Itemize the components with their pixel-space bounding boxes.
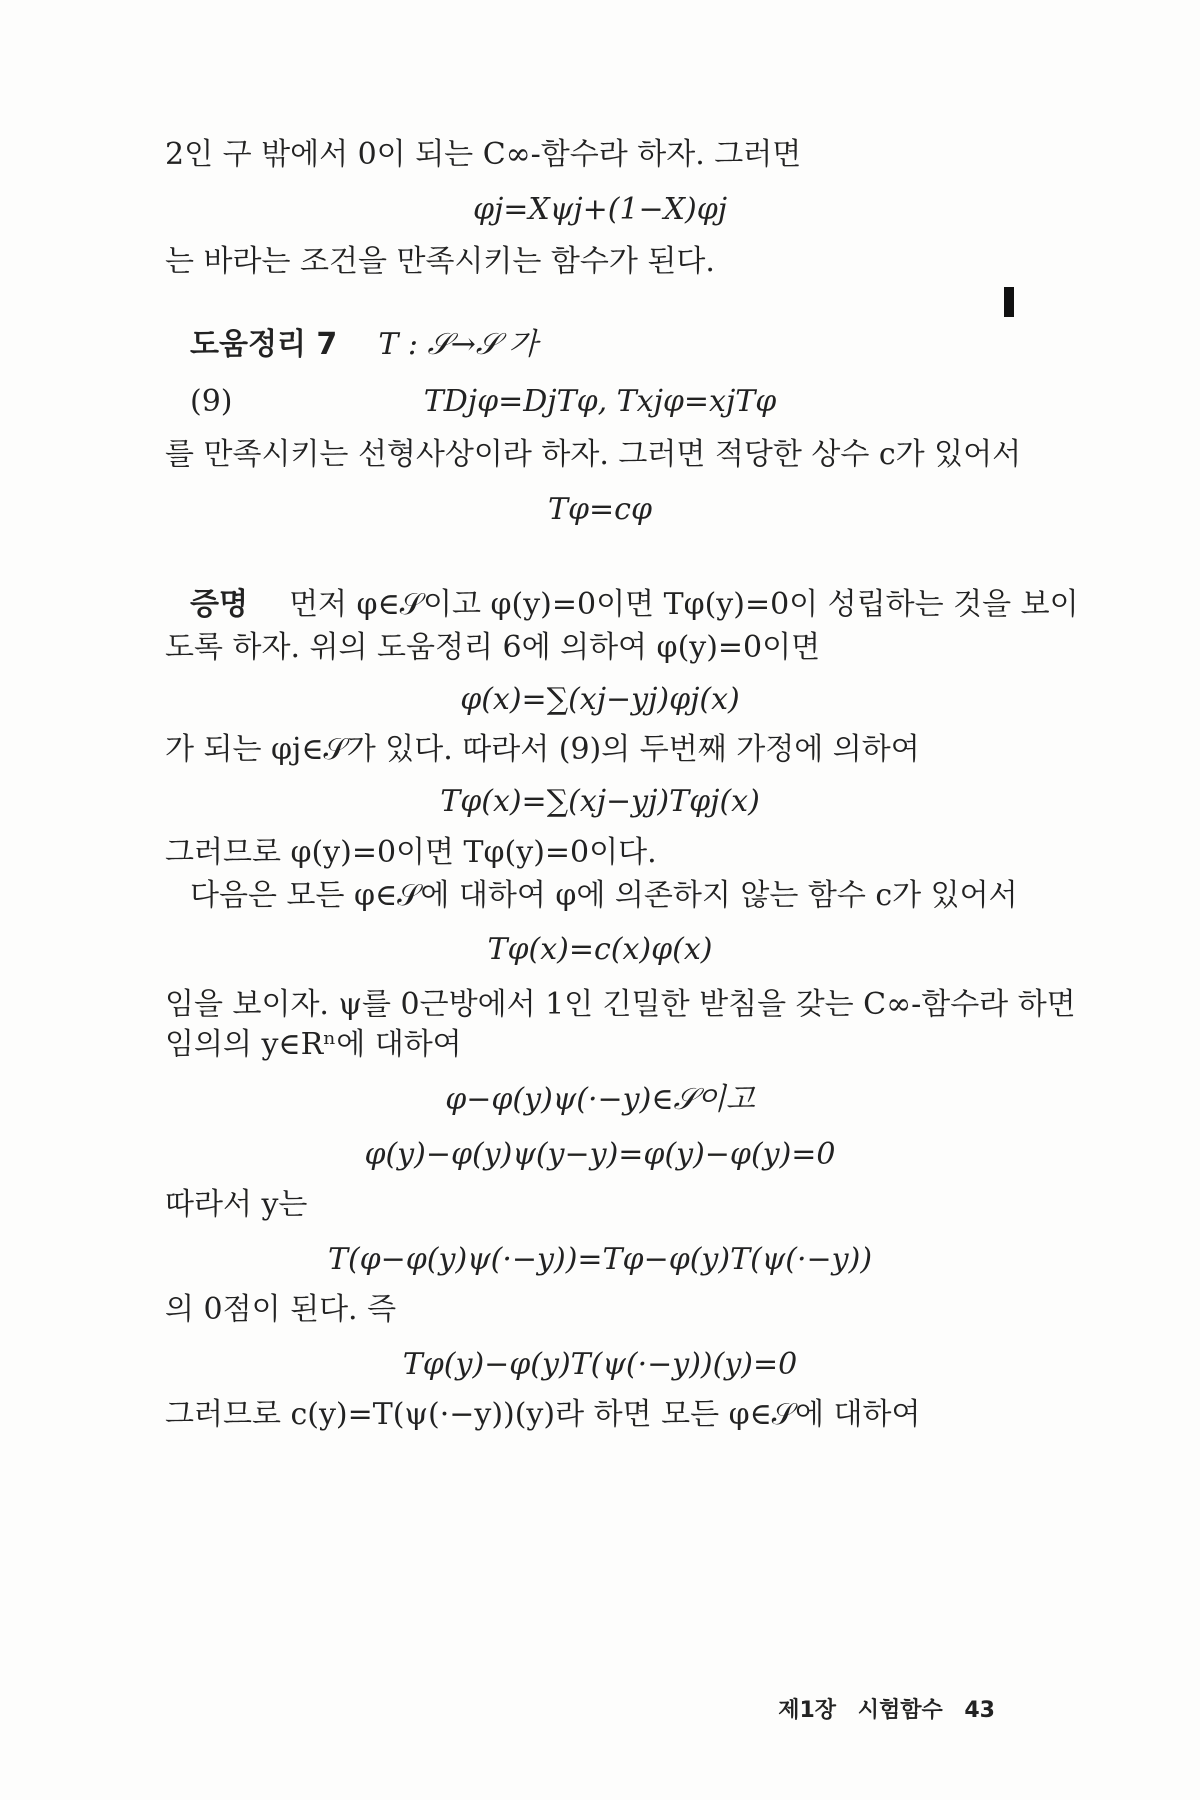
text-line-4: 도록 하자. 위의 도움정리 6에 의하여 φ(y)=0이면 [165,630,821,665]
page-number: 43 [964,1698,995,1723]
footer-title: 시험함수 [857,1698,943,1723]
proof-text: 먼저 φ∈𝒮이고 φ(y)=0이면 Tφ(y)=0이 성립하는 것을 보이 [289,587,1079,622]
equation-8: φ(y)−φ(y)ψ(y−y)=φ(y)−φ(y)=0 [364,1137,836,1172]
footer-chapter: 제1장 [778,1698,837,1723]
text-line-3: 를 만족시키는 선형사상이라 하자. 그러면 적당한 상수 c가 있어서 [165,437,1022,472]
equation-1: φj=Χψj+(1−Χ)φj [472,192,728,227]
text-line-7: 다음은 모든 φ∈𝒮에 대하여 φ에 의존하지 않는 함수 c가 있어서 [190,878,1018,913]
lemma-statement [190,325,538,365]
equation-7: φ−φ(y)ψ(·−y)∈𝒮이고 [445,1082,755,1117]
text-line-8: 임을 보이자. ψ를 0근방에서 1인 긴밀한 받침을 갖는 C∞-함수라 하면 [165,987,1076,1022]
qed-mark [1004,287,1014,317]
equation-4: φ(x)=∑(xj−yj)φj(x) [460,682,740,717]
equation-label-9: (9) [190,384,233,419]
text-line-2: 는 바라는 조건을 만족시키는 함수가 된다. [165,244,715,279]
equation-10: Tφ(y)−φ(y)T(ψ(·−y))(y)=0 [402,1347,798,1382]
text-line-9: 임의의 y∈Rⁿ에 대하여 [165,1027,462,1062]
lemma-label: 도움정리 7 [190,327,338,362]
text-line-5: 가 되는 φj∈𝒮가 있다. 따라서 (9)의 두번째 가정에 의하여 [165,732,920,767]
text-line-11: 의 0점이 된다. 즉 [165,1292,397,1327]
page-footer [764,1693,995,1724]
equation-9: TDjφ=DjTφ, Txjφ=xjTφ [423,384,777,419]
text-line-12: 그러므로 c(y)=T(ψ(·−y))(y)라 하면 모든 φ∈𝒮에 대하여 [165,1397,921,1432]
equation-3: Tφ=cφ [548,492,652,527]
proof-start [190,585,1079,625]
text-line-10: 따라서 y는 [165,1187,308,1222]
equation-9b: T(φ−φ(y)ψ(·−y))=Tφ−φ(y)T(ψ(·−y)) [327,1242,873,1277]
text-line-6: 그러므로 φ(y)=0이면 Tφ(y)=0이다. [165,835,657,870]
equation-5: Tφ(x)=∑(xj−yj)Tφj(x) [440,784,760,819]
proof-label: 증명 [190,587,248,622]
lemma-text: T : 𝒮→𝒮 가 [378,327,538,362]
equation-6: Tφ(x)=c(x)φ(x) [487,932,713,967]
text-line-1: 2인 구 밖에서 0이 되는 C∞-함수라 하자. 그러면 [165,137,802,172]
